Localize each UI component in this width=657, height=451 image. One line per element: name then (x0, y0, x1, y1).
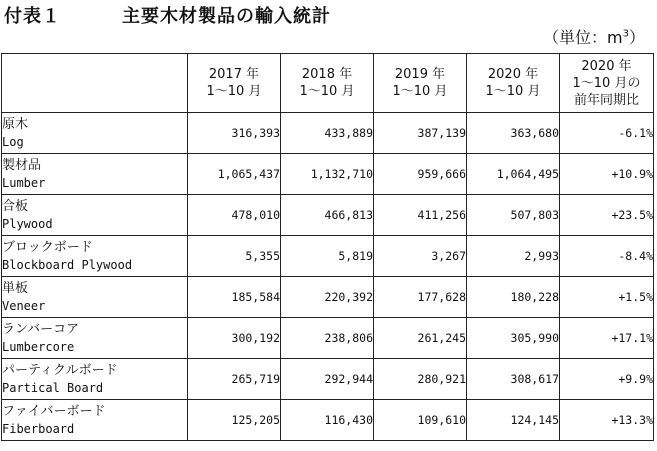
row-label-en: Blockboard Plywood (2, 257, 133, 272)
table-row (2, 400, 654, 441)
title-text: 主要木材製品の輸入統計 (122, 6, 331, 27)
header-cell-1 (188, 54, 281, 113)
header-cell-item (2, 54, 188, 113)
value-cell-y2017: 265,719 (188, 359, 281, 400)
table-row (2, 318, 654, 359)
header-line: 2018 年 (301, 67, 353, 82)
unit-superscript: 3 (622, 28, 629, 40)
value-cell-y2020: 180,228 (467, 277, 560, 318)
table-row (2, 236, 654, 277)
value-cell-y2017: 185,584 (188, 277, 281, 318)
row-label-en: Lumbercore (2, 339, 75, 354)
unit-label (543, 25, 645, 48)
value-cell-y2020: 2,993 (467, 236, 560, 277)
row-label-en: Fiberboard (2, 421, 75, 436)
value-cell-y2017: 478,010 (188, 195, 281, 236)
value-cell-y2019: 280,921 (374, 359, 467, 400)
row-label-ja: ファイバーボード (2, 403, 106, 419)
value-cell-y2020: 305,990 (467, 318, 560, 359)
header-line: 1〜10 月 (299, 84, 355, 99)
value-cell-y2018: 5,819 (281, 236, 374, 277)
header-line: 1〜10 月 (392, 84, 448, 99)
row-label-ja: ブロックボード (2, 239, 93, 255)
value-cell-y2018: 466,813 (281, 195, 374, 236)
yoy-cell: -6.1% (560, 113, 654, 154)
row-label-ja: ランバーコア (2, 321, 80, 337)
row-label-ja: 原木 (2, 116, 29, 132)
table-row (2, 195, 654, 236)
unit-suffix: ） (628, 28, 645, 47)
value-cell-y2017: 316,393 (188, 113, 281, 154)
header-cell-3 (374, 54, 467, 113)
value-cell-y2020: 124,145 (467, 400, 560, 441)
row-label-ja: パーティクルボード (2, 362, 118, 378)
header-line: 2017 年 (208, 67, 260, 82)
header-line: 前年同期比 (573, 92, 639, 108)
table-body (2, 113, 654, 441)
row-label-en: Lumber (2, 175, 46, 190)
value-cell-y2020: 507,803 (467, 195, 560, 236)
title-number: 付表１ (4, 6, 61, 27)
value-cell-y2017: 300,192 (188, 318, 281, 359)
row-label-ja: 単板 (2, 280, 29, 296)
value-cell-y2018: 1,132,710 (281, 154, 374, 195)
value-cell-y2020: 308,617 (467, 359, 560, 400)
value-cell-y2018: 220,392 (281, 277, 374, 318)
row-label-en: Plywood (2, 216, 53, 231)
row-label-en: Log (2, 134, 24, 149)
row-label-en: Veneer (2, 298, 46, 313)
row-label (2, 113, 188, 154)
header-line: 2020 年 (487, 67, 539, 82)
value-cell-y2019: 387,139 (374, 113, 467, 154)
yoy-cell: +10.9% (560, 154, 654, 195)
value-cell-y2019: 177,628 (374, 277, 467, 318)
row-label (2, 195, 188, 236)
row-label-ja: 製材品 (2, 157, 42, 173)
value-cell-y2018: 433,889 (281, 113, 374, 154)
value-cell-y2018: 238,806 (281, 318, 374, 359)
table-row (2, 113, 654, 154)
page-title (4, 2, 331, 28)
row-label-en: Partical Board (2, 380, 104, 395)
value-cell-y2019: 3,267 (374, 236, 467, 277)
value-cell-y2017: 5,355 (188, 236, 281, 277)
table-row (2, 277, 654, 318)
row-label (2, 400, 188, 441)
unit-prefix: （単位：m (543, 28, 623, 47)
row-label (2, 318, 188, 359)
value-cell-y2017: 1,065,437 (188, 154, 281, 195)
value-cell-y2020: 363,680 (467, 113, 560, 154)
yoy-cell: +13.3% (560, 400, 654, 441)
header-line: 1〜10 月の (572, 75, 641, 91)
header-line: 1〜10 月 (485, 84, 541, 99)
row-label (2, 359, 188, 400)
row-label (2, 154, 188, 195)
value-cell-y2018: 116,430 (281, 400, 374, 441)
yoy-cell: +9.9% (560, 359, 654, 400)
header-line: 2020 年 (581, 58, 632, 74)
header-line: 2019 年 (394, 67, 446, 82)
header-cell-5 (560, 54, 654, 113)
row-label-ja: 合板 (2, 198, 29, 214)
value-cell-y2020: 1,064,495 (467, 154, 560, 195)
yoy-cell: +1.5% (560, 277, 654, 318)
row-label (2, 236, 188, 277)
header-cell-2 (281, 54, 374, 113)
table-row (2, 359, 654, 400)
yoy-cell: +23.5% (560, 195, 654, 236)
table-header-row (2, 54, 654, 113)
value-cell-y2019: 109,610 (374, 400, 467, 441)
value-cell-y2017: 125,205 (188, 400, 281, 441)
table-row (2, 154, 654, 195)
value-cell-y2019: 411,256 (374, 195, 467, 236)
row-label (2, 277, 188, 318)
header-line: 1〜10 月 (206, 84, 262, 99)
yoy-cell: -8.4% (560, 236, 654, 277)
yoy-cell: +17.1% (560, 318, 654, 359)
import-stats-table (1, 53, 654, 441)
value-cell-y2019: 959,666 (374, 154, 467, 195)
value-cell-y2019: 261,245 (374, 318, 467, 359)
header-cell-4 (467, 54, 560, 113)
value-cell-y2018: 292,944 (281, 359, 374, 400)
